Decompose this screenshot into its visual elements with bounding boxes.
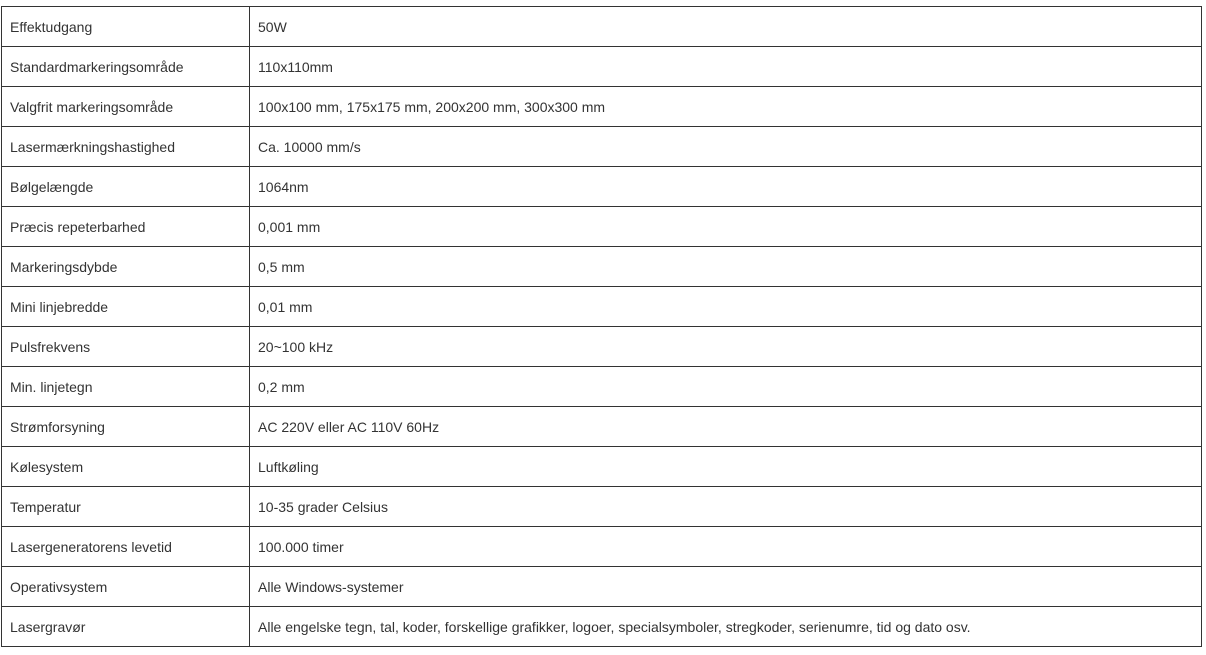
table-row xyxy=(2,7,1202,47)
spec-label: Markeringsdybde xyxy=(2,247,250,287)
spec-value: 110x110mm xyxy=(250,47,1202,87)
spec-label: Pulsfrekvens xyxy=(2,327,250,367)
spec-table-body xyxy=(2,7,1202,647)
table-row xyxy=(2,367,1202,407)
spec-value: 0,2 mm xyxy=(250,367,1202,407)
spec-label: Temperatur xyxy=(2,487,250,527)
spec-value: 100x100 mm, 175x175 mm, 200x200 mm, 300x300 mm xyxy=(250,87,1202,127)
spec-label: Valgfrit markeringsområde xyxy=(2,87,250,127)
table-row xyxy=(2,487,1202,527)
table-row xyxy=(2,447,1202,487)
spec-value: 0,01 mm xyxy=(250,287,1202,327)
spec-label: Standardmarkeringsområde xyxy=(2,47,250,87)
spec-table xyxy=(1,6,1202,647)
spec-value: 10-35 grader Celsius xyxy=(250,487,1202,527)
spec-label: Min. linjetegn xyxy=(2,367,250,407)
spec-label: Effektudgang xyxy=(2,7,250,47)
spec-value: AC 220V eller AC 110V 60Hz xyxy=(250,407,1202,447)
spec-label: Bølgelængde xyxy=(2,167,250,207)
spec-label: Lasergeneratorens levetid xyxy=(2,527,250,567)
spec-label: Lasermærkningshastighed xyxy=(2,127,250,167)
table-row xyxy=(2,127,1202,167)
spec-value: Luftkøling xyxy=(250,447,1202,487)
table-row xyxy=(2,527,1202,567)
spec-label: Lasergravør xyxy=(2,607,250,647)
spec-value: Alle Windows-systemer xyxy=(250,567,1202,607)
spec-value: Alle engelske tegn, tal, koder, forskellige grafikker, logoer, specialsymboler, stregkoder, serienumre, tid og dato osv. xyxy=(250,607,1202,647)
spec-value: 0,001 mm xyxy=(250,207,1202,247)
spec-value: 100.000 timer xyxy=(250,527,1202,567)
table-row xyxy=(2,207,1202,247)
spec-label: Præcis repeterbarhed xyxy=(2,207,250,247)
spec-label: Strømforsyning xyxy=(2,407,250,447)
spec-label: Kølesystem xyxy=(2,447,250,487)
table-row xyxy=(2,47,1202,87)
table-row xyxy=(2,567,1202,607)
spec-value: 20~100 kHz xyxy=(250,327,1202,367)
spec-value: 0,5 mm xyxy=(250,247,1202,287)
table-row xyxy=(2,87,1202,127)
table-row xyxy=(2,247,1202,287)
spec-value: 1064nm xyxy=(250,167,1202,207)
spec-value: Ca. 10000 mm/s xyxy=(250,127,1202,167)
spec-value: 50W xyxy=(250,7,1202,47)
table-row xyxy=(2,287,1202,327)
table-row xyxy=(2,607,1202,647)
spec-label: Mini linjebredde xyxy=(2,287,250,327)
table-row xyxy=(2,327,1202,367)
table-row xyxy=(2,407,1202,447)
spec-label: Operativsystem xyxy=(2,567,250,607)
table-row xyxy=(2,167,1202,207)
